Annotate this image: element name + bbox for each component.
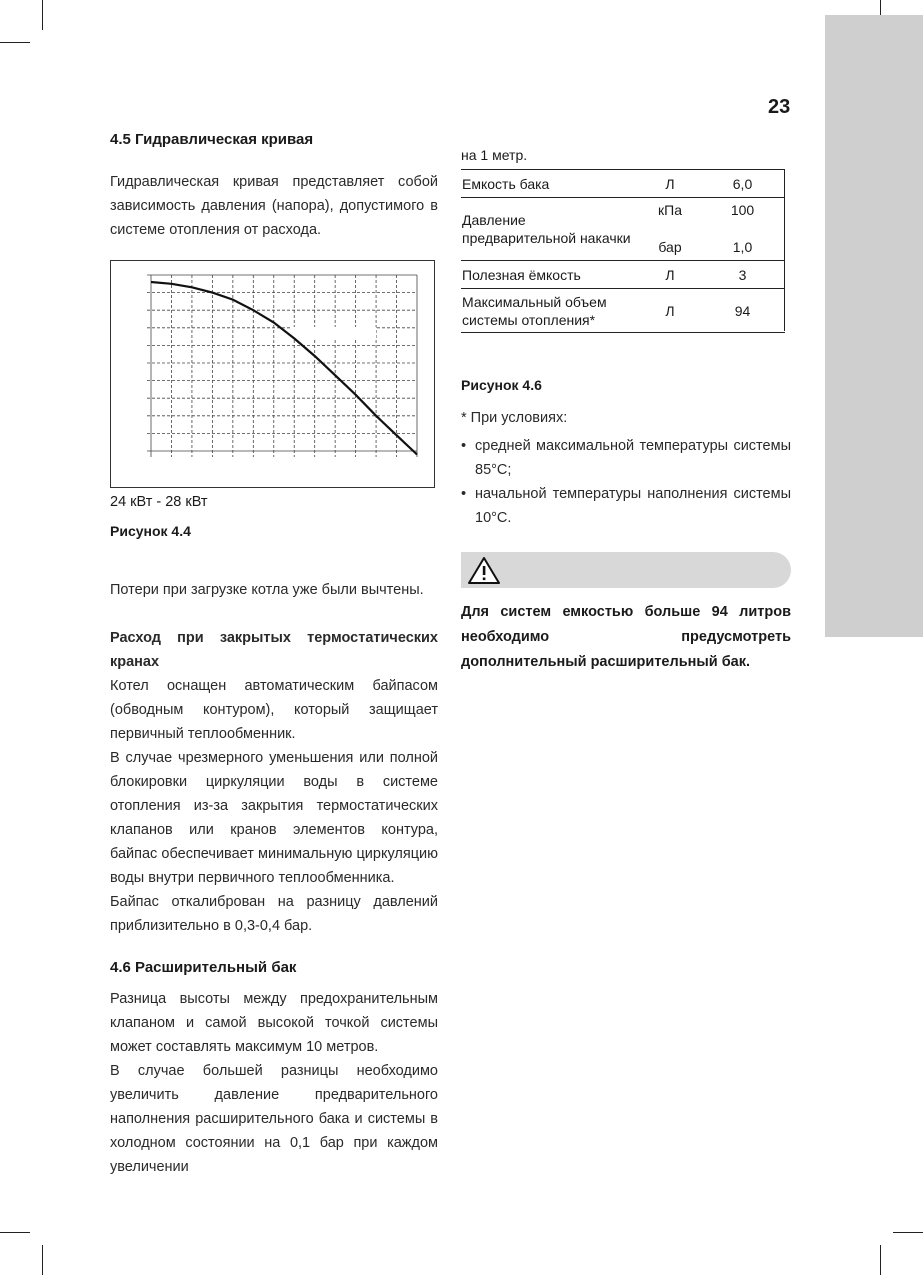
table-cell-unit-1: кПа: [658, 202, 682, 218]
table-cell: [640, 198, 700, 261]
chart-svg: [111, 261, 434, 487]
figure-4-4-subtitle: 24 кВт - 28 кВт: [110, 494, 208, 510]
section-4-6-title: 4.6 Расширительный бак: [110, 959, 297, 976]
table-cell: 94: [734, 302, 751, 319]
condition-text-1: средней максимальной температуры системы 85°C;: [475, 438, 791, 478]
condition-item-1: [461, 434, 791, 482]
chart-label-blank: [291, 327, 376, 339]
hydraulic-curve-line: [151, 282, 417, 455]
bullet-icon: •: [461, 438, 467, 454]
table-cell: Л: [665, 266, 675, 283]
losses-note: Потери при загрузке котла уже были вычтены.: [110, 582, 424, 598]
warning-bar: [461, 552, 791, 588]
flow-paragraph-2: В случае чрезмерного уменьшения или полной блокировки циркуляции воды в системе отопления из-за закрытия термостатических клапанов или кранов элементов контура, байпас обеспечивает минимальную циркуляцию воды внутри первичного теплообменника.: [110, 750, 438, 886]
table-cell: [700, 198, 785, 261]
figure-4-6-caption: Рисунок 4.6: [461, 377, 542, 393]
conditions-intro: * При условиях:: [461, 410, 568, 426]
crop-mark: [42, 0, 43, 30]
crop-mark: [42, 1245, 43, 1275]
page-number: 23: [768, 96, 791, 118]
table-cell: Л: [665, 175, 675, 192]
table-cell-value-1: 100: [730, 202, 755, 218]
chart-grid: [147, 275, 417, 457]
warning-text: Для систем емкостью больше 94 литров необходимо предусмотреть дополнительный расширительный бак.: [461, 604, 791, 670]
side-tab: [825, 15, 923, 637]
continuation-text: на 1 метр.: [461, 147, 528, 163]
table-cell: 3: [738, 266, 747, 283]
section-4-5-title: 4.5 Гидравлическая кривая: [110, 131, 314, 148]
crop-mark: [893, 1232, 923, 1233]
crop-mark: [0, 1232, 30, 1233]
table-cell: Максимальный объем системы отопления*: [462, 293, 607, 328]
flow-paragraph-1: Котел оснащен автоматическим байпасом (обводным контуром), который защищает первичный теплообменник.: [110, 678, 438, 742]
section-4-6-paragraph-1: Разница высоты между предохранительным клапаном и самой высокой точкой системы может составлять максимум 10 метров.: [110, 991, 438, 1055]
flow-paragraph-3: Байпас откалиброван на разницу давлений приблизительно в 0,3-0,4 бар.: [110, 894, 438, 934]
expansion-tank-table: [461, 169, 785, 333]
table-row: [461, 170, 785, 198]
table-cell: Емкость бака: [462, 175, 550, 192]
table-cell: 6,0: [732, 175, 753, 192]
table-row: [461, 198, 785, 261]
table-row: [461, 261, 785, 289]
hydraulic-curve-chart: [110, 260, 435, 488]
section-4-5-text: Гидравлическая кривая представляет собой зависимость давления (напора), допустимого в системе отопления от расхода.: [110, 174, 438, 238]
table-row: [461, 289, 785, 333]
condition-text-2: начальной температуры наполнения системы 10°C.: [475, 486, 791, 526]
table-cell: Л: [665, 302, 675, 319]
condition-item-2: [461, 482, 791, 530]
flow-heading: Расход при закрытых термостатических кранах: [110, 630, 438, 670]
warning-triangle-icon: [467, 555, 501, 585]
table-cell: Давление предварительной накачки: [462, 212, 631, 246]
crop-mark: [880, 1245, 881, 1275]
table-right-border: [784, 169, 785, 331]
table-cell-value-2: 1,0: [732, 239, 753, 255]
bullet-icon: •: [461, 486, 467, 502]
section-4-6-paragraph-2: В случае большей разницы необходимо увеличить давление предварительного наполнения расширительного бака и системы в холодном состоянии на 0,1 бар при каждом увеличении: [110, 1063, 438, 1175]
figure-4-4-caption: Рисунок 4.4: [110, 523, 191, 539]
table-cell: Полезная ёмкость: [462, 266, 581, 283]
crop-mark: [0, 42, 30, 43]
table-cell-unit-2: бар: [658, 239, 682, 255]
